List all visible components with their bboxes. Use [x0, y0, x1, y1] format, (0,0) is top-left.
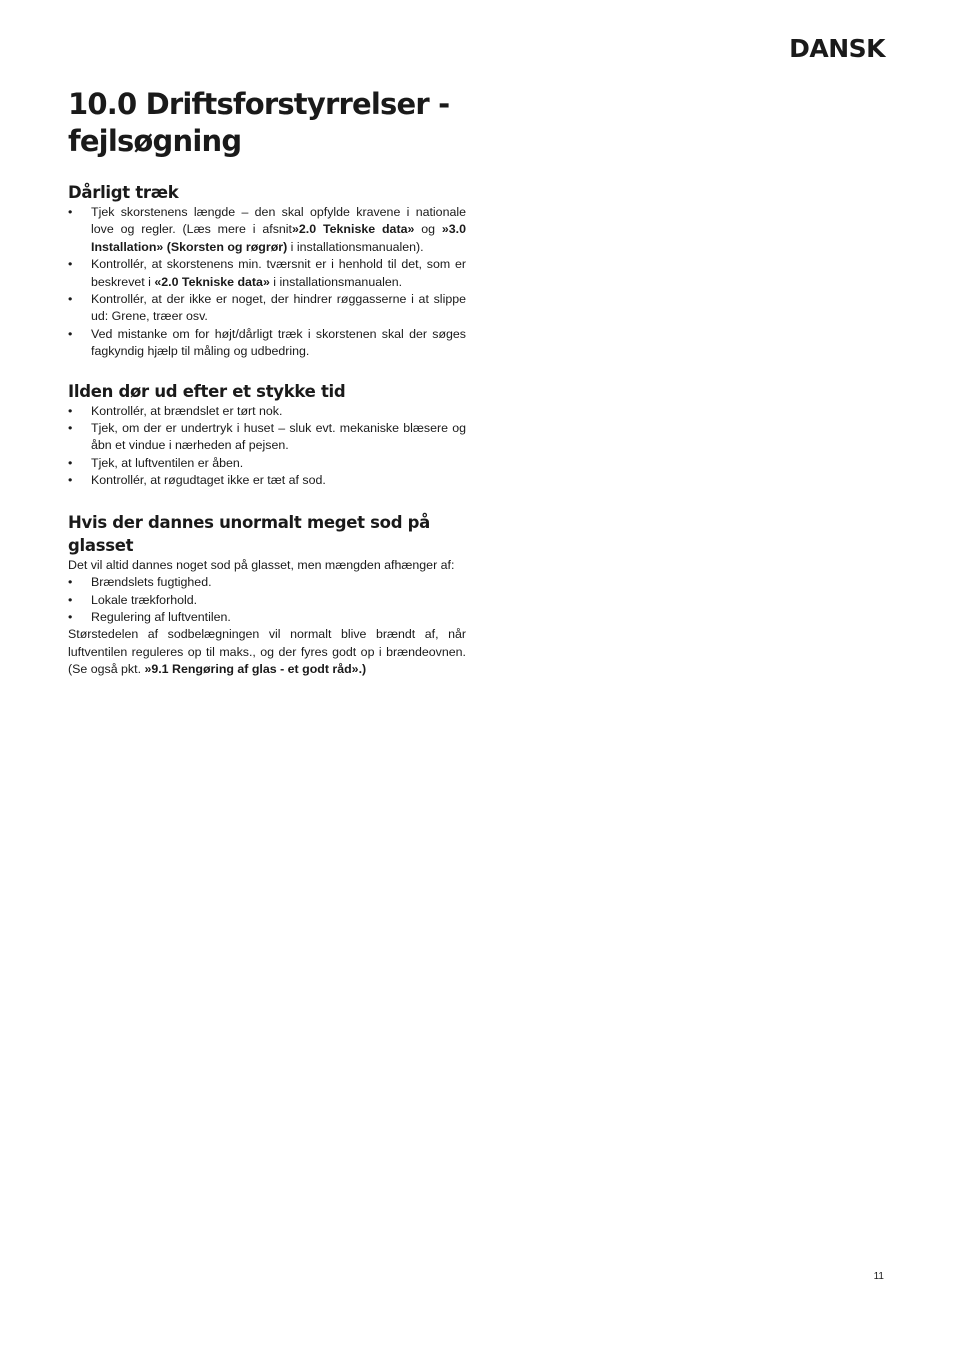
- list-item: • Lokale trækforhold.: [68, 592, 466, 609]
- section-heading: Dårligt træk: [68, 183, 179, 202]
- list-item: • Kontrollér, at skorstenens min. tværsnit er i henhold til det, som er beskrevet i «2.0 Tekniske data» i installationsmanualen.: [68, 256, 466, 291]
- list-item: • Regulering af luftventilen.: [68, 609, 466, 626]
- section-fire-dies: [68, 380, 466, 490]
- intro-paragraph: Det vil altid dannes noget sod på glasset, men mængden afhænger af:: [68, 557, 455, 572]
- bullet-list: [68, 574, 466, 626]
- page-number: 11: [873, 1271, 884, 1282]
- bullet-list: [68, 403, 466, 490]
- section-soot-on-glass: [68, 511, 466, 679]
- section-heading: Hvis der dannes unormalt meget sod på glasset: [68, 512, 431, 555]
- list-item: • Kontrollér, at brændslet er tørt nok.: [68, 403, 466, 420]
- language-label: DANSK: [789, 34, 885, 63]
- list-item: • Kontrollér, at der ikke er noget, der hindrer røggasserne i at slippe ud: Grene, træer osv.: [68, 291, 466, 326]
- list-item: • Ved mistanke om for højt/dårligt træk i skorstenen skal der søges fagkyndig hjælp til måling og udbedring.: [68, 326, 466, 361]
- list-item: • Tjek, om der er undertryk i huset – sluk evt. mekaniske blæsere og åbn et vindue i nærheden af pejsen.: [68, 420, 466, 455]
- section-poor-draught: [68, 181, 466, 361]
- outro-paragraph: Størstedelen af sodbelægningen vil normalt blive brændt af, når luftventilen reguleres op til maks., og der fyres godt op i brændeovnen. (Se også pkt. »9.1 Rengøring af glas - et godt råd».): [68, 627, 466, 677]
- list-item: • Tjek skorstenens længde – den skal opfylde kravene i nationale love og regler. (Læs mere i afsnit»2.0 Tekniske data» og »3.0 Installation» (Skorsten og røgrør) i installationsmanualen).: [68, 204, 466, 256]
- list-item: • Tjek, at luftventilen er åben.: [68, 455, 466, 472]
- list-item: • Kontrollér, at røgudtaget ikke er tæt af sod.: [68, 472, 466, 489]
- list-item: • Brændslets fugtighed.: [68, 574, 466, 591]
- main-content: [68, 181, 466, 698]
- section-heading: Ilden dør ud efter et stykke tid: [68, 381, 346, 401]
- bullet-list: [68, 204, 466, 361]
- page-title: 10.0 Driftsforstyrrelser - fejlsøgning: [68, 87, 450, 158]
